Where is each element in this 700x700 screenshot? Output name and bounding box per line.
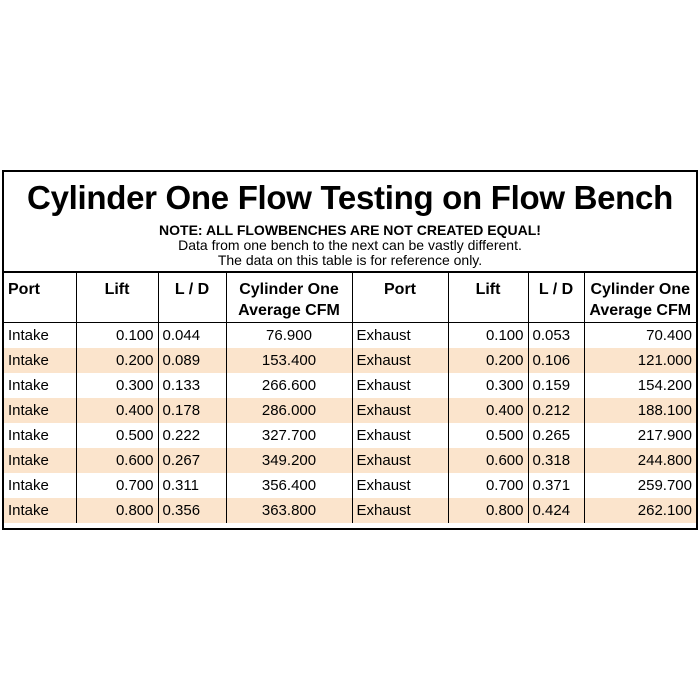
cell-exhaust-port: Exhaust <box>352 348 448 373</box>
cell-intake-cfm: 153.400 <box>226 348 352 373</box>
table-row <box>4 473 696 498</box>
cell-exhaust-ld: 0.212 <box>528 398 584 423</box>
cell-intake-ld: 0.089 <box>158 348 226 373</box>
cell-intake-cfm: 286.000 <box>226 398 352 423</box>
cell-intake-port: Intake <box>8 426 49 444</box>
cell-intake-port: Intake <box>4 348 76 373</box>
cell-exhaust-ld: 0.424 <box>528 498 584 523</box>
cell-intake-port: Intake <box>4 398 76 423</box>
cell-intake-ld: 0.178 <box>158 398 226 423</box>
page-title: Cylinder One Flow Testing on Flow Bench <box>27 179 673 216</box>
col-header-exhaust-ld: L / D <box>528 272 584 322</box>
table-row <box>4 398 696 423</box>
cell-intake-ld: 0.267 <box>158 448 226 473</box>
warning-note: NOTE: ALL FLOWBENCHES ARE NOT CREATED EQUAL! <box>159 222 541 238</box>
cell-exhaust-lift: 0.400 <box>448 398 528 423</box>
cell-exhaust-ld: 0.318 <box>528 448 584 473</box>
cell-exhaust-cfm: 259.700 <box>584 473 696 498</box>
cell-exhaust-port: Exhaust <box>352 423 448 448</box>
cell-exhaust-cfm: 188.100 <box>584 398 696 423</box>
col-header-intake-cfm-line1: Cylinder One <box>239 281 339 298</box>
cell-exhaust-cfm: 244.800 <box>584 448 696 473</box>
col-header-intake-port: Port <box>4 272 76 322</box>
cell-exhaust-port: Exhaust <box>352 498 448 523</box>
cell-exhaust-lift: 0.100 <box>448 322 528 348</box>
cell-exhaust-port: Exhaust <box>352 373 448 398</box>
cell-exhaust-ld: 0.106 <box>528 348 584 373</box>
cell-exhaust-ld: 0.053 <box>528 322 584 348</box>
col-header-exhaust-cfm <box>584 272 696 322</box>
cell-exhaust-cfm: 154.200 <box>584 373 696 398</box>
cell-exhaust-cfm: 121.000 <box>584 348 696 373</box>
cell-intake-lift: 0.500 <box>76 423 158 448</box>
flow-data-table <box>4 271 696 523</box>
table-row <box>4 373 696 398</box>
table-row <box>4 348 696 373</box>
cell-intake-cfm: 349.200 <box>226 448 352 473</box>
cell-intake-lift: 0.700 <box>76 473 158 498</box>
cell-exhaust-lift: 0.600 <box>448 448 528 473</box>
cell-intake-cfm: 76.900 <box>226 322 352 348</box>
cell-exhaust-port: Exhaust <box>352 322 448 348</box>
table-row <box>4 448 696 473</box>
cell-intake-ld: 0.356 <box>158 498 226 523</box>
cell-intake-ld: 0.311 <box>158 473 226 498</box>
cell-intake-port: Intake <box>8 326 49 344</box>
cell-intake-port: Intake <box>8 476 49 494</box>
disclaimer-line-1: Data from one bench to the next can be vastly different. <box>178 237 522 253</box>
cell-intake-lift: 0.300 <box>76 373 158 398</box>
cell-exhaust-lift: 0.300 <box>448 373 528 398</box>
col-header-exhaust-port: Port <box>352 272 448 322</box>
table-row <box>4 423 696 448</box>
cell-intake-ld: 0.044 <box>158 322 226 348</box>
cell-intake-cfm: 266.600 <box>226 373 352 398</box>
cell-exhaust-ld: 0.159 <box>528 373 584 398</box>
col-header-intake-cfm <box>226 272 352 322</box>
flow-table-sheet <box>2 170 698 530</box>
cell-exhaust-cfm: 217.900 <box>584 423 696 448</box>
col-header-intake-cfm-line2: Average CFM <box>238 302 340 319</box>
cell-intake-port: Intake <box>4 498 76 523</box>
cell-exhaust-ld: 0.371 <box>528 473 584 498</box>
table-row <box>4 322 696 348</box>
cell-intake-lift: 0.800 <box>76 498 158 523</box>
cell-intake-lift: 0.600 <box>76 448 158 473</box>
cell-intake-cfm: 356.400 <box>226 473 352 498</box>
cell-exhaust-lift: 0.700 <box>448 473 528 498</box>
cell-intake-lift: 0.100 <box>76 322 158 348</box>
cell-exhaust-ld: 0.265 <box>528 423 584 448</box>
cell-intake-cfm: 363.800 <box>226 498 352 523</box>
col-header-intake-ld: L / D <box>158 272 226 322</box>
cell-intake-ld: 0.133 <box>158 373 226 398</box>
cell-intake-ld: 0.222 <box>158 423 226 448</box>
cell-intake-cfm: 327.700 <box>226 423 352 448</box>
cell-exhaust-lift: 0.800 <box>448 498 528 523</box>
cell-intake-lift: 0.400 <box>76 398 158 423</box>
cell-exhaust-cfm: 262.100 <box>584 498 696 523</box>
table-header-block <box>4 172 696 273</box>
cell-exhaust-lift: 0.500 <box>448 423 528 448</box>
cell-intake-port: Intake <box>4 448 76 473</box>
cell-intake-lift: 0.200 <box>76 348 158 373</box>
cell-intake-port: Intake <box>8 376 49 394</box>
cell-exhaust-lift: 0.200 <box>448 348 528 373</box>
col-header-intake-lift: Lift <box>76 272 158 322</box>
disclaimer-line-2: The data on this table is for reference only. <box>217 252 483 268</box>
col-header-exhaust-cfm-line2: Average CFM <box>589 302 692 319</box>
cell-exhaust-port: Exhaust <box>352 473 448 498</box>
cell-exhaust-port: Exhaust <box>352 398 448 423</box>
col-header-exhaust-cfm-line1: Cylinder One <box>590 281 691 298</box>
cell-exhaust-cfm: 70.400 <box>584 322 696 348</box>
table-row <box>4 498 696 523</box>
cell-exhaust-port: Exhaust <box>352 448 448 473</box>
col-header-exhaust-lift: Lift <box>448 272 528 322</box>
column-header-row <box>4 272 696 322</box>
